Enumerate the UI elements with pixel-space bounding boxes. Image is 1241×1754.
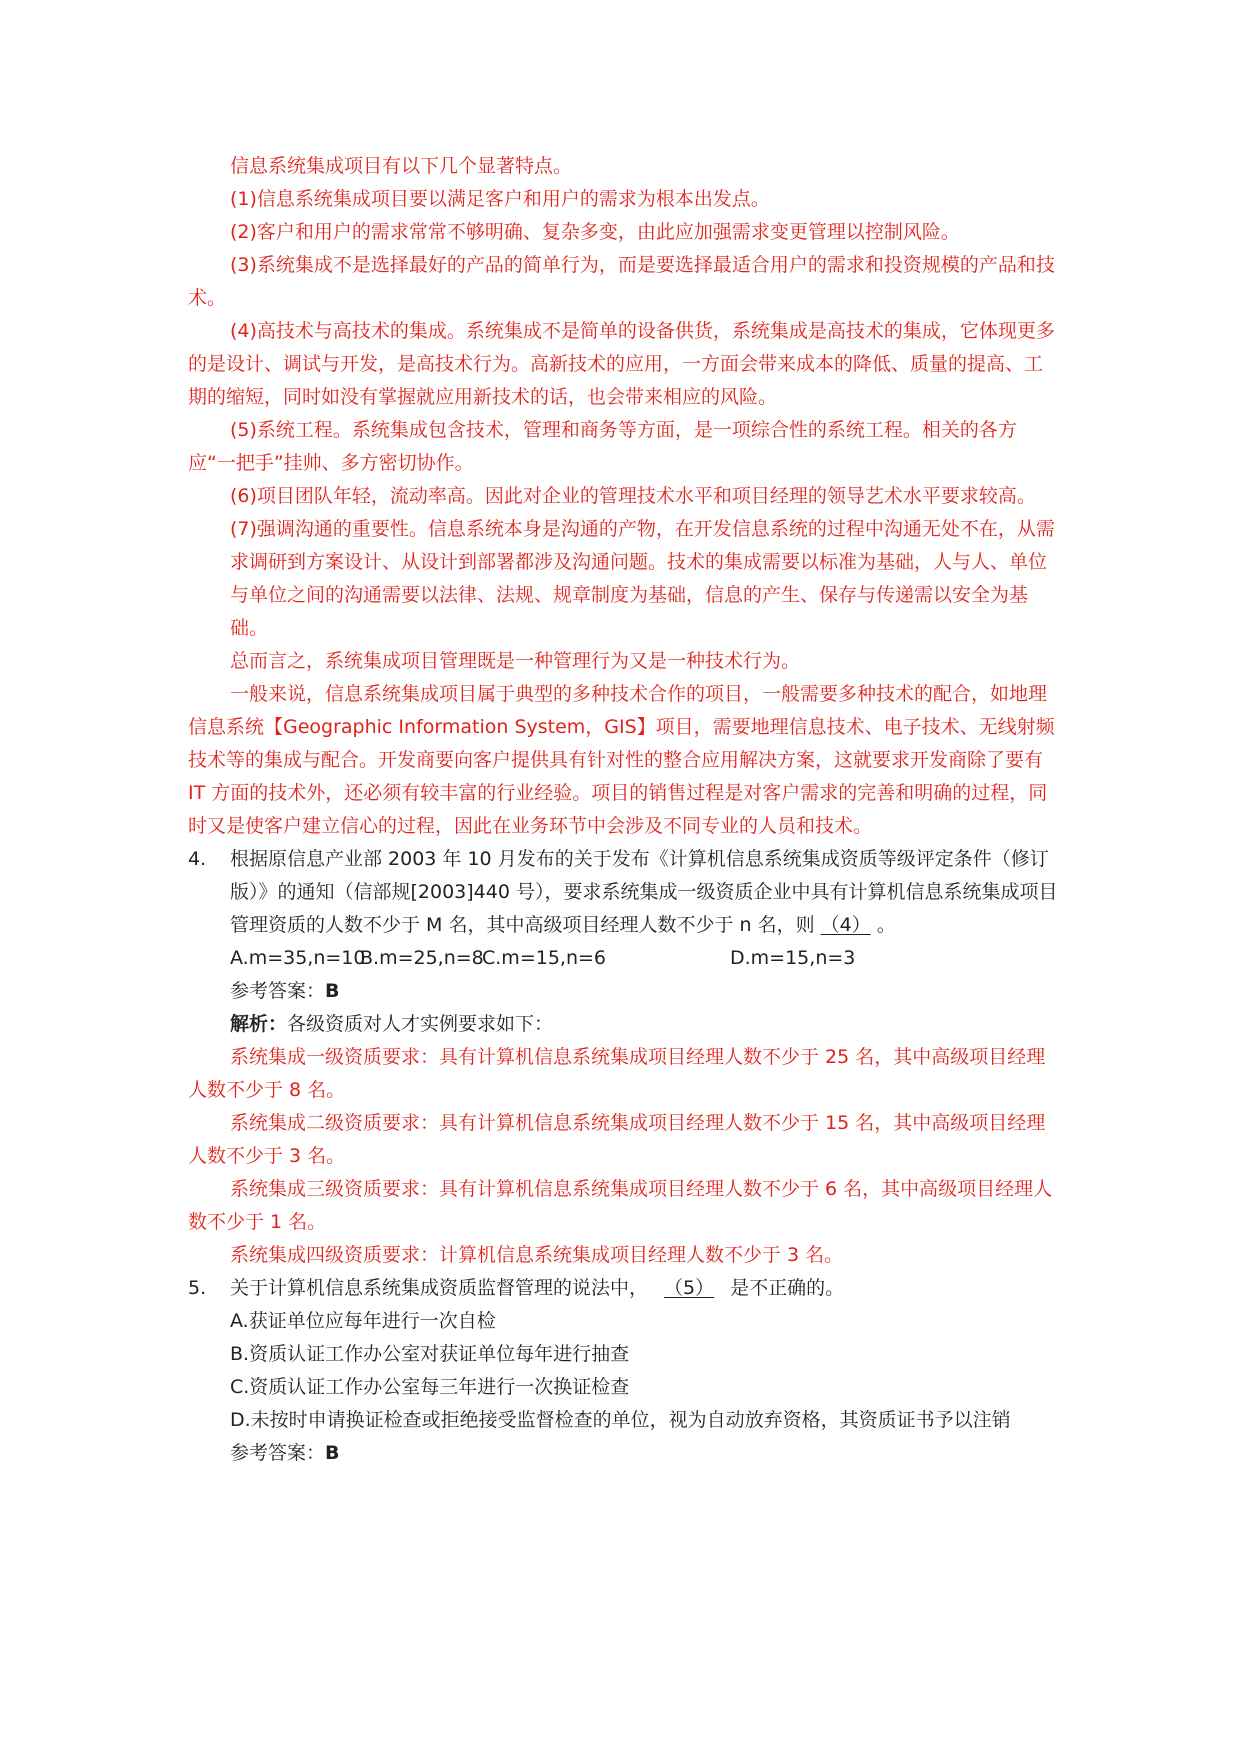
features-intro: 信息系统集成项目有以下几个显著特点。 [230,155,573,177]
feature-item: (7)强调沟通的重要性。信息系统本身是沟通的产物，在开发信息系统的过程中沟通无处不在，从需求调研到方案设计、从设计到部署都涉及沟通问题。技术的集成需要以标准为基础，人与人、单位与单位之间的沟通需要以法律、法规、规章制度为基础，信息的产生、保存与传递需以安全为基础。 [230,518,1055,639]
feature-item: (6)项目团队年轻，流动率高。因此对企业的管理技术水平和项目经理的领导艺术水平要求较高。 [230,485,1036,507]
level-requirement: 系统集成四级资质要求：计算机信息系统集成项目经理人数不少于 3 名。 [230,1244,844,1266]
option-b: B.m=25,n=8 [360,947,484,969]
answer-blank: （4） [820,914,871,936]
analysis-text: 各级资质对人才实例要求如下： [287,1013,554,1035]
answer-label: 参考答案： [230,980,326,1002]
answer-blank: （5） [664,1277,715,1299]
analysis-label: 解析： [230,1013,288,1035]
option-a: A.获证单位应每年进行一次自检 [230,1310,496,1332]
option-c: C.资质认证工作办公室每三年进行一次换证检查 [230,1376,630,1398]
feature-item: (5)系统工程。系统集成包含技术，管理和商务等方面，是一项综合性的系统工程。相关的各方应“一把手”挂帅、多方密切协作。 [188,419,1017,474]
question-4-options [188,942,1060,975]
option-a: A.m=35,n=10 [230,947,366,969]
question-4-analysis [188,1008,1060,1041]
level-requirement: 系统集成三级资质要求：具有计算机信息系统集成项目经理人数不少于 6 名，其中高级项目经理人数不少于 1 名。 [188,1178,1053,1233]
feature-item: (4)高技术与高技术的集成。系统集成不是简单的设备供货，系统集成是高技术的集成，它体现更多的是设计、调试与开发，是高技术行为。高新技术的应用，一方面会带来成本的降低、质量的提高、工期的缩短，同时如没有掌握就应用新技术的话，也会带来相应的风险。 [188,320,1055,408]
question-end: 是不正确的。 [730,1277,845,1299]
question-4-answer [188,975,1060,1008]
question-number: 5. [188,1277,207,1299]
question-number: 4. [188,848,207,870]
features-summary: 总而言之，系统集成项目管理既是一种管理行为又是一种技术行为。 [230,650,801,672]
feature-item: (3)系统集成不是选择最好的产品的简单行为，而是要选择最适合用户的需求和投资规模的产品和技术。 [188,254,1055,309]
question-4 [188,843,1060,942]
question-text: 根据原信息产业部 2003 年 10 月发布的关于发布《计算机信息系统集成资质等级评定条件（修订版）》的通知（信部规[2003]440 号），要求系统集成一级资质企业中具有计算机信息系统集成项目管理资质的人数不少于 M 名，其中高级项目经理人数不少于 n 名，则 [230,848,1058,936]
option-b: B.资质认证工作办公室对获证单位每年进行抽查 [230,1343,630,1365]
question-text: 关于计算机信息系统集成资质监督管理的说法中， [230,1277,649,1299]
level-requirement: 系统集成二级资质要求：具有计算机信息系统集成项目经理人数不少于 15 名，其中高级项目经理人数不少于 3 名。 [188,1112,1046,1167]
answer-label: 参考答案： [230,1442,326,1464]
question-5-answer [188,1437,1060,1470]
option-d: D.m=15,n=3 [730,947,856,969]
feature-item: (1)信息系统集成项目要以满足客户和用户的需求为根本出发点。 [230,188,770,210]
features-paragraph: 一般来说，信息系统集成项目属于典型的多种技术合作的项目，一般需要多种技术的配合，如地理信息系统【Geographic Information System，GIS】项目，需要地理信息技术、电子技术、无线射频技术等的集成与配合。开发商要向客户提供具有针对性的整合应用解决方案，这就要求开发商除了要有 IT 方面的技术外，还必须有较丰富的行业经验。项目的销售过程是对客户需求的完善和明确的过程，同时又是使客户建立信心的过程，因此在业务环节中会涉及不同专业的人员和技术。 [188,683,1055,837]
option-d: D.未按时申请换证检查或拒绝接受监督检查的单位，视为自动放弃资格，其资质证书予以注销 [230,1409,1011,1431]
option-c: C.m=15,n=6 [482,947,607,969]
question-5 [188,1272,1060,1305]
answer-value: B [325,980,340,1002]
level-requirement: 系统集成一级资质要求：具有计算机信息系统集成项目经理人数不少于 25 名，其中高级项目经理人数不少于 8 名。 [188,1046,1046,1101]
document-body [188,150,1060,1470]
feature-item: (2)客户和用户的需求常常不够明确、复杂多变，由此应加强需求变更管理以控制风险。 [230,221,960,243]
answer-value: B [325,1442,340,1464]
question-end: 。 [876,914,896,936]
